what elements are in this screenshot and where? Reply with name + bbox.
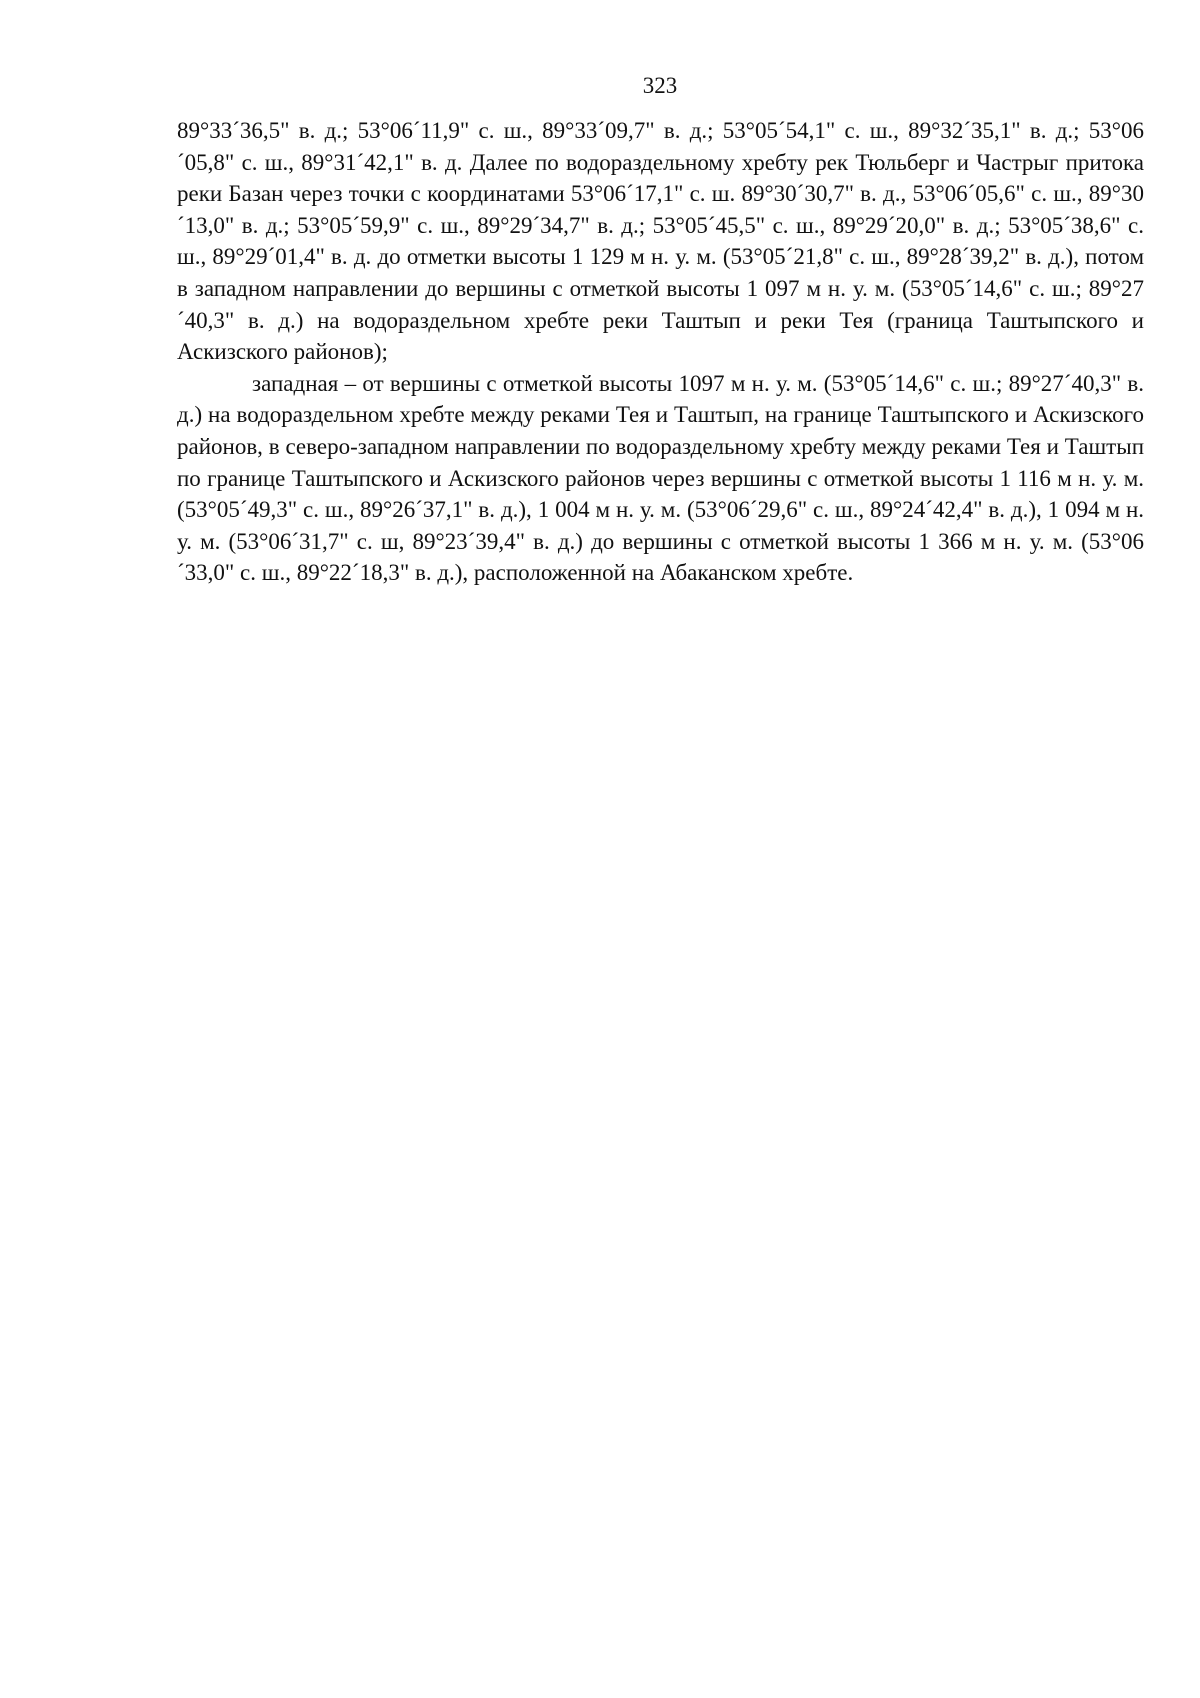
paragraph-western-boundary: западная – от вершины с отметкой высоты 1097 м н. у. м. (53°05´14,6" с. ш.; 89°27´40,3" в. д.) на водораздельном хребте между реками Тея и Таштып, на границе Таштыпского и Аскизского районов, в северо-западном направлении по водораздельному хребту между реками Тея и Таштып по границе Таштыпского и Аскизского районов через вершины с отметкой высоты 1 116 м н. у. м. (53°05´49,3" с. ш., 89°26´37,1" в. д.), 1 004 м н. у. м. (53°06´29,6" с. ш., 89°24´42,4" в. д.), 1 094 м н. у. м. (53°06´31,7" с. ш, 89°23´39,4" в. д.) до вершины с отметкой высоты 1 366 м н. у. м. (53°06´33,0" с. ш., 89°22´18,3" в. д.), расположенной на Абаканском хребте. — [177, 370, 1144, 586]
page-number: 323 — [642, 73, 678, 98]
paragraph-boundary-continuation: 89°33´36,5" в. д.; 53°06´11,9" с. ш., 89°33´09,7" в. д.; 53°05´54,1" с. ш., 89°32´35,1" в. д.; 53°06´05,8" с. ш., 89°31´42,1" в. д. Далее по водораздельному хребту рек Тюльберг и Частрыг притока реки Базан через точки с координатами 53°06´17,1" с. ш. 89°30´30,7" в. д., 53°06´05,6" с. ш., 89°30´13,0" в. д.; 53°05´59,9" с. ш., 89°29´34,7" в. д.; 53°05´45,5" с. ш., 89°29´20,0" в. д.; 53°05´38,6" с. ш., 89°29´01,4" в. д. до отметки высоты 1 129 м н. у. м. (53°05´21,8" с. ш., 89°28´39,2" в. д.), потом в западном направлении до вершины с отметкой высоты 1 097 м н. у. м. (53°05´14,6" с. ш.; 89°27´40,3" в. д.) на водораздельном хребте реки Таштып и реки Тея (граница Таштыпского и Аскизского районов); — [177, 118, 1144, 365]
document-body — [177, 115, 1144, 589]
